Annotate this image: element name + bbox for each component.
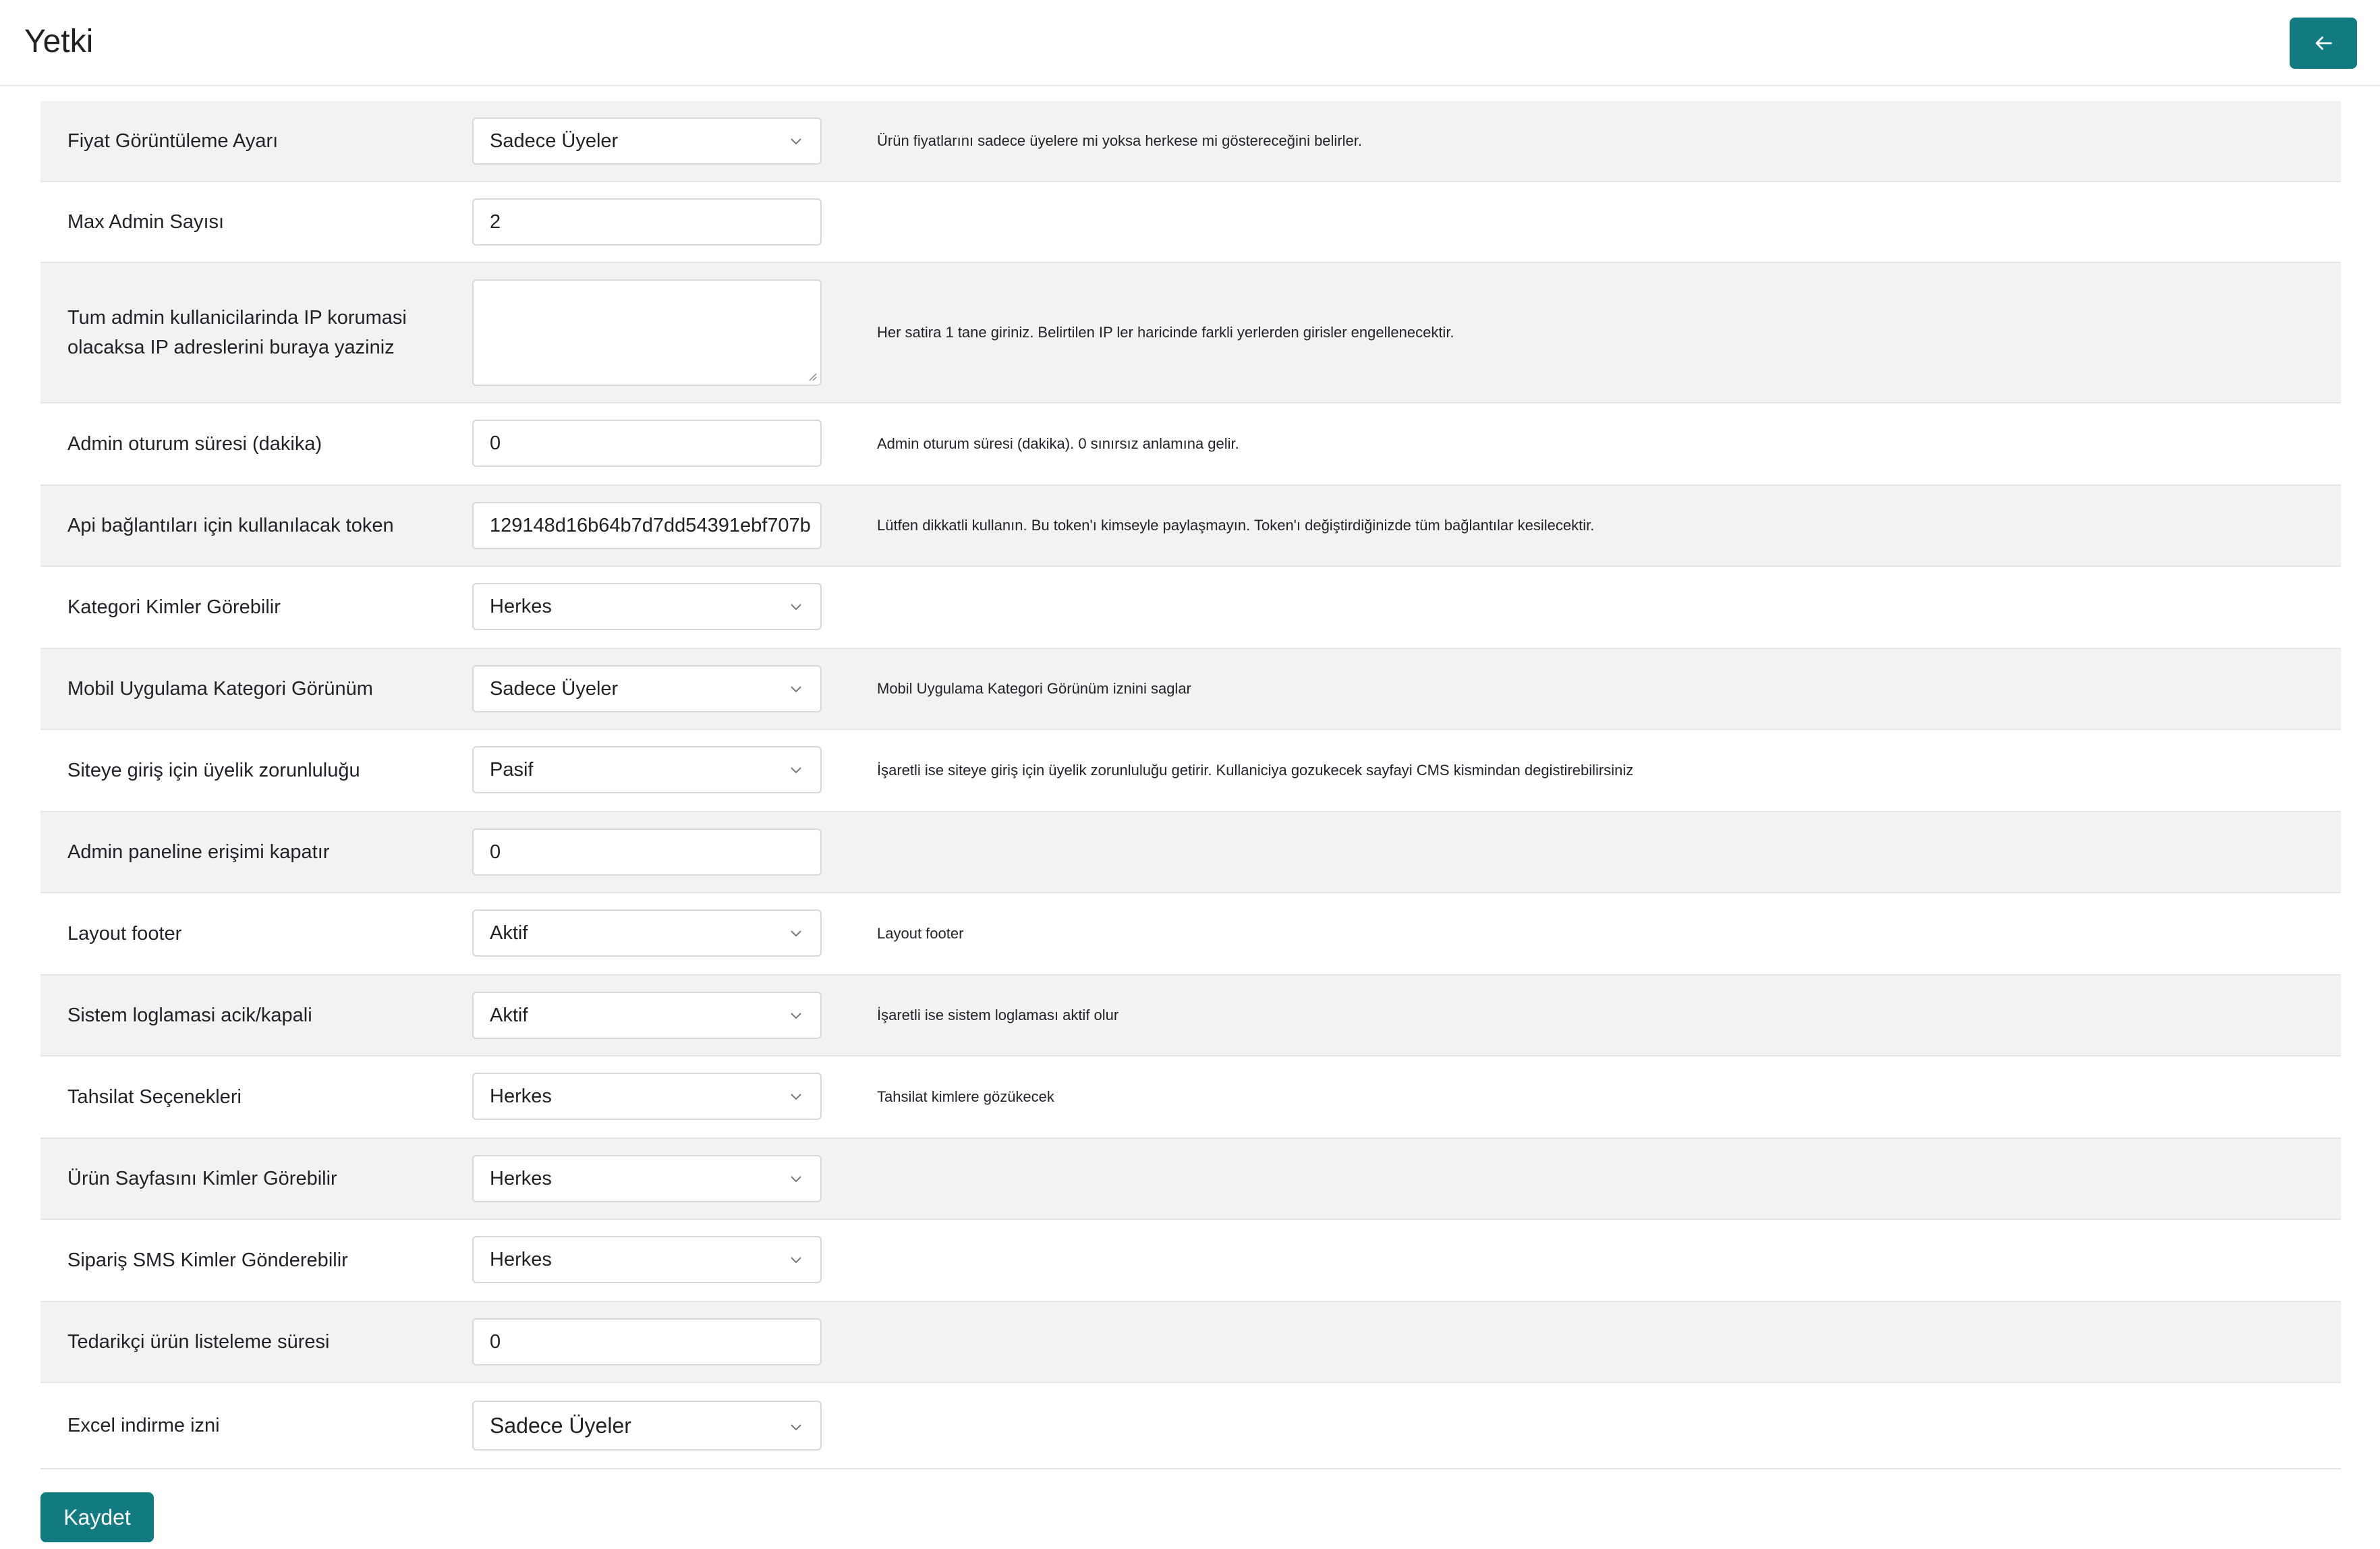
select-value: Herkes [490, 1167, 552, 1189]
select-value: Herkes [490, 1085, 552, 1107]
membership-required-select[interactable] [472, 746, 822, 793]
select-value: Pasif [490, 758, 534, 781]
settings-row [40, 1302, 2341, 1383]
settings-row [40, 893, 2341, 976]
setting-label: Mobil Uygulama Kategori Görünüm [67, 678, 373, 700]
chevron-down-icon [789, 136, 803, 146]
settings-row [40, 403, 2341, 486]
setting-label: Admin paneline erişimi kapatır [67, 841, 330, 863]
setting-description: Layout footer [877, 925, 964, 942]
price-display-select[interactable] [472, 117, 822, 165]
setting-label: Max Admin Sayısı [67, 211, 225, 233]
arrow-left-icon [2312, 32, 2335, 55]
excel-download-select[interactable] [472, 1401, 822, 1451]
setting-description: İşaretli ise siteye giriş için üyelik zorunluluğu getirir. Kullaniciya gozukecek sayfayi CMS kismindan degistirebilirsiniz [877, 762, 1634, 779]
setting-label: Sistem loglamasi acik/kapali [67, 1005, 312, 1026]
ip-whitelist-textarea[interactable] [472, 279, 822, 386]
system-logging-select[interactable] [472, 992, 822, 1039]
settings-row [40, 101, 2341, 182]
supplier-listing-duration-input[interactable]: 0 [472, 1318, 822, 1365]
chevron-down-icon [789, 765, 803, 774]
page-title: Yetki [24, 24, 94, 59]
setting-label: Tum admin kullanicilarinda IP korumasi olacaksa IP adreslerini buraya yaziniz [67, 307, 407, 358]
settings-row [40, 1057, 2341, 1139]
order-sms-select[interactable] [472, 1236, 822, 1283]
select-value: Aktif [490, 1004, 528, 1026]
setting-label: Tahsilat Seçenekleri [67, 1086, 242, 1108]
setting-label: Siteye giriş için üyelik zorunluluğu [67, 760, 360, 781]
setting-description: Mobil Uygulama Kategori Görünüm iznini saglar [877, 680, 1191, 697]
setting-description: Tahsilat kimlere gözükecek [877, 1088, 1054, 1105]
page-header [0, 0, 2380, 86]
settings-table [40, 101, 2341, 1469]
select-value: Sadece Üyeler [490, 130, 619, 152]
mobile-category-view-select[interactable] [472, 665, 822, 712]
save-button[interactable]: Kaydet [40, 1492, 154, 1542]
api-token-input[interactable]: 129148d16b64b7d7dd54391ebf707b [472, 502, 822, 549]
setting-label: Kategori Kimler Görebilir [67, 596, 281, 618]
session-duration-input[interactable]: 0 [472, 420, 822, 467]
select-value: Herkes [490, 595, 552, 617]
select-value: Sadece Üyeler [490, 677, 619, 700]
payment-options-select[interactable] [472, 1073, 822, 1120]
layout-footer-select[interactable] [472, 909, 822, 957]
select-value: Herkes [490, 1248, 552, 1270]
chevron-down-icon [789, 1422, 803, 1432]
settings-row [40, 649, 2341, 730]
setting-description: İşaretli ise sistem loglaması aktif olur [877, 1007, 1119, 1023]
setting-label: Api bağlantıları için kullanılacak token [67, 515, 394, 536]
product-page-visibility-select[interactable] [472, 1155, 822, 1202]
settings-row [40, 730, 2341, 812]
admin-panel-lock-input[interactable]: 0 [472, 828, 822, 876]
setting-description: Lütfen dikkatli kullanın. Bu token'ı kimseyle paylaşmayın. Token'ı değiştirdiğinizde tüm bağlantılar kesilecektir. [877, 517, 1595, 534]
setting-label: Ürün Sayfasını Kimler Görebilir [67, 1168, 337, 1189]
chevron-down-icon [789, 1255, 803, 1264]
settings-row [40, 1139, 2341, 1220]
setting-label: Sipariş SMS Kimler Gönderebilir [67, 1249, 348, 1271]
settings-row [40, 182, 2341, 263]
select-value: Aktif [490, 922, 528, 944]
chevron-down-icon [789, 1011, 803, 1020]
category-visibility-select[interactable] [472, 583, 822, 630]
settings-row [40, 486, 2341, 567]
setting-description: Ürün fiyatlarını sadece üyelere mi yoksa herkese mi göstereceğini belirler. [877, 132, 1362, 149]
resize-grip-icon[interactable] [805, 370, 818, 382]
chevron-down-icon [789, 684, 803, 694]
chevron-down-icon [789, 1092, 803, 1101]
chevron-down-icon [789, 928, 803, 938]
select-value: Sadece Üyeler [490, 1413, 631, 1438]
settings-row [40, 812, 2341, 893]
settings-row [40, 263, 2341, 403]
settings-row [40, 1220, 2341, 1302]
setting-description: Her satira 1 tane giriniz. Belirtilen IP ler haricinde farkli yerlerden girisler engellenecektir. [877, 324, 1454, 341]
chevron-down-icon [789, 1174, 803, 1183]
setting-label: Tedarikçi ürün listeleme süresi [67, 1331, 330, 1353]
setting-label: Layout footer [67, 923, 182, 945]
setting-label: Admin oturum süresi (dakika) [67, 433, 322, 455]
max-admin-input[interactable]: 2 [472, 198, 822, 246]
settings-row [40, 1383, 2341, 1469]
settings-row [40, 567, 2341, 649]
setting-label: Fiyat Görüntüleme Ayarı [67, 130, 279, 152]
settings-row [40, 976, 2341, 1057]
setting-description: Admin oturum süresi (dakika). 0 sınırsız anlamına gelir. [877, 435, 1239, 452]
chevron-down-icon [789, 602, 803, 611]
back-button[interactable] [2290, 18, 2357, 69]
setting-label: Excel indirme izni [67, 1415, 220, 1436]
